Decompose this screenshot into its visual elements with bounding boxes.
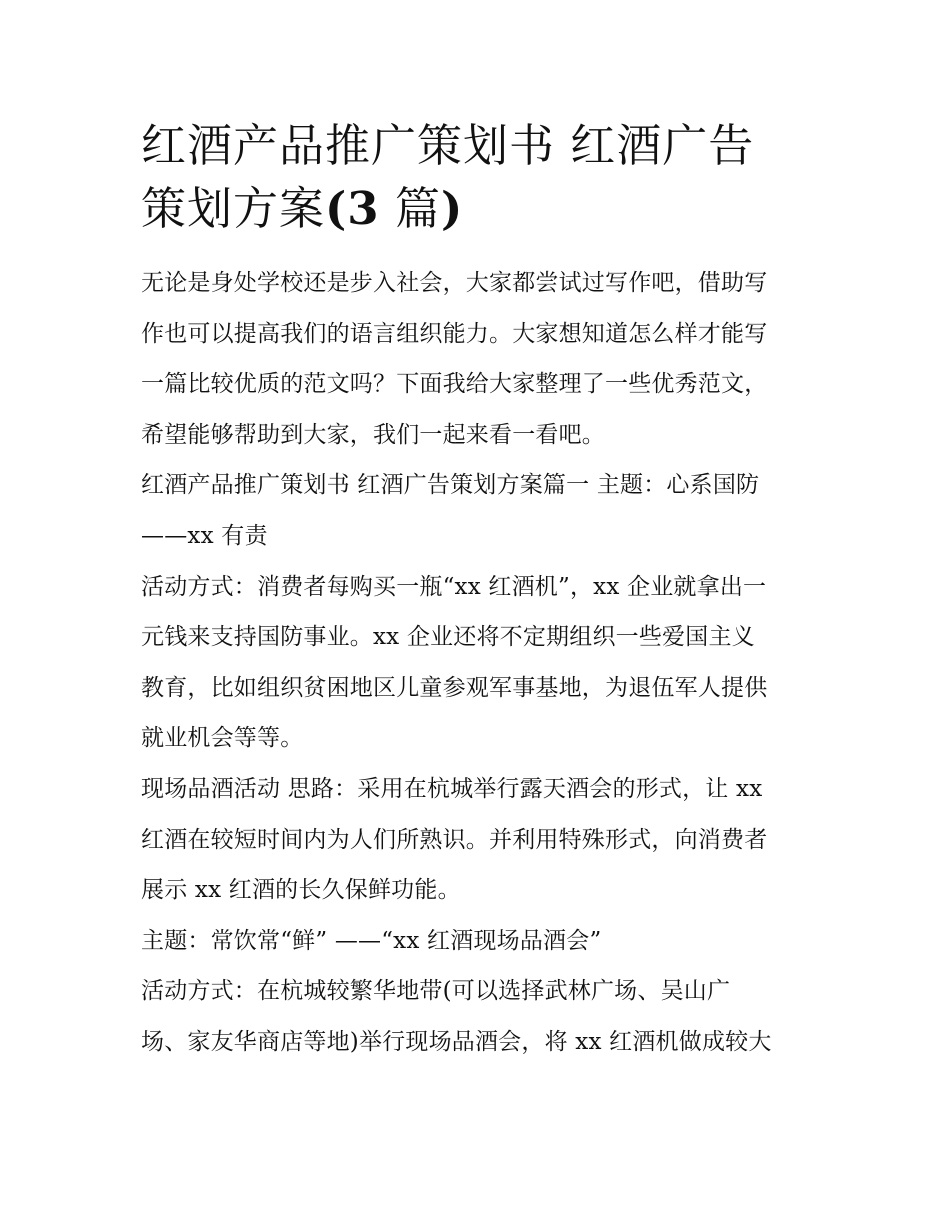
- body-line: 红酒在较短时间内为人们所熟识。并利用特殊形式，向消费者: [141, 826, 768, 853]
- title-count-unit: 篇: [394, 182, 441, 235]
- document-body: [141, 258, 813, 1068]
- title-count-open: (3: [325, 182, 380, 235]
- body-line: 教育，比如组织贫困地区儿童参观军事基地，为退伍军人提供: [141, 674, 768, 701]
- body-line: 场、家友华商店等地)举行现场品酒会，将 xx 红酒机做成较大: [141, 1028, 772, 1055]
- body-line: 主题：常饮常“鲜” ——“xx 红酒现场品酒会”: [141, 927, 602, 954]
- body-line: 作也可以提高我们的语言组织能力。大家想知道怎么样才能写: [141, 320, 768, 347]
- body-line: 红酒产品推广策划书 红酒广告策划方案篇一 主题：心系国防: [141, 472, 760, 499]
- title-count-close: ): [440, 182, 464, 235]
- body-line: 元钱来支持国防事业。xx 企业还将不定期组织一些爱国主义: [141, 624, 755, 651]
- body-line: 展示 xx 红酒的长久保鲜功能。: [141, 877, 461, 904]
- body-line: 一篇比较优质的范文吗？下面我给大家整理了一些优秀范文，: [141, 371, 768, 398]
- body-line: 活动方式：在杭城较繁华地带(可以选择武林广场、吴山广: [141, 978, 731, 1005]
- body-line: 就业机会等等。: [141, 725, 304, 752]
- document-page: [141, 114, 813, 1068]
- body-line: 现场品酒活动 思路：采用在杭城举行露天酒会的形式，让 xx: [141, 775, 763, 802]
- title-line-2: [141, 177, 813, 240]
- title-line-1: 红酒产品推广策划书 红酒广告: [141, 119, 755, 172]
- document-title: [141, 114, 813, 240]
- body-line: ——xx 有责: [141, 522, 268, 549]
- body-line: 希望能够帮助到大家，我们一起来看一看吧。: [141, 421, 605, 448]
- body-line: 活动方式：消费者每购买一瓶“xx 红酒机”，xx 企业就拿出一: [141, 573, 767, 600]
- title-text: 策划方案: [141, 182, 326, 235]
- body-line: 无论是身处学校还是步入社会，大家都尝试过写作吧，借助写: [141, 270, 768, 296]
